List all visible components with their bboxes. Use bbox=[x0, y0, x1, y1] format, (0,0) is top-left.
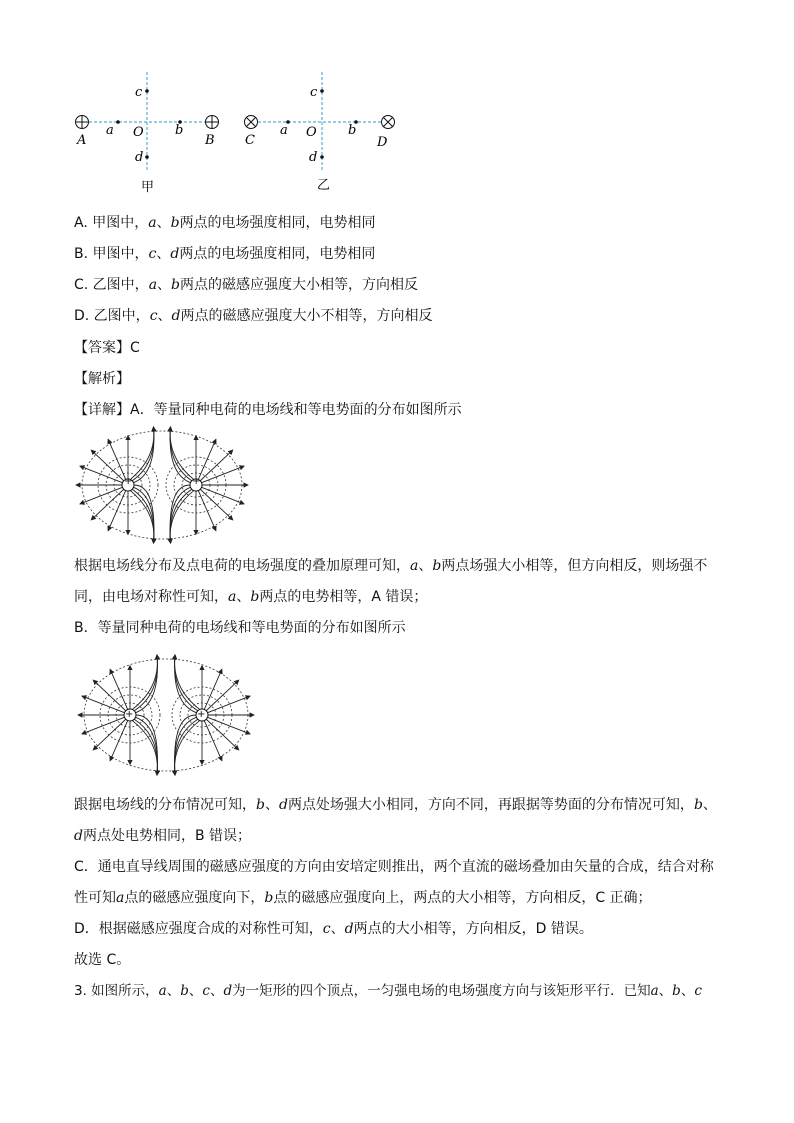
field-lines-figure-1 bbox=[70, 425, 255, 545]
current-D-into-page-icon bbox=[382, 116, 395, 129]
field2-charge-2-label: + bbox=[197, 709, 206, 720]
current-C-into-page-icon bbox=[245, 116, 258, 129]
label-a: a bbox=[106, 123, 114, 138]
para-b-line-1: 跟据电场线的分布情况可知，b、d两点处场强大小相同，方向不同，再跟据等势面的分布情况可知，b、 bbox=[74, 797, 717, 813]
para-a-line-2: 同，由电场对称性可知，a、b两点的电势相等，A 错误； bbox=[74, 589, 428, 605]
detail-a-intro: 【详解】A．等量同种电荷的电场线和等电势面的分布如图所示 bbox=[74, 402, 462, 418]
caption-yi: 乙 bbox=[317, 178, 331, 193]
point-d bbox=[320, 155, 324, 159]
field1-charge-2-label: + bbox=[192, 476, 201, 487]
label-a: a bbox=[280, 123, 288, 138]
question-3: 3. 如图所示，a、b、c、d为一矩形的四个顶点，一匀强电场的电场强度方向与该矩形平行．已知a、b、c bbox=[74, 983, 702, 999]
caption-jia: 甲 bbox=[141, 180, 155, 195]
figure-yi bbox=[245, 72, 395, 193]
option-b: B. 甲图中，c、d两点的电场强度相同，电势相同 bbox=[74, 246, 376, 262]
para-c-line-1: C．通电直导线周围的磁感应强度的方向由安培定则推出，两个直流的磁场叠加由矢量的合成，结合对称 bbox=[74, 859, 714, 875]
field-lines-figure-2 bbox=[70, 653, 265, 777]
para-a-line-1: 根据电场线分布及点电荷的电场强度的叠加原理可知，a、b两点场强大小相等，但方向相反，则场强不 bbox=[74, 558, 708, 574]
para-c-line-2: 性可知a点的磁感应强度向下，b点的磁感应强度向上，两点的大小相等，方向相反，C 正确； bbox=[74, 890, 652, 906]
label-c: c bbox=[310, 85, 318, 100]
point-c bbox=[320, 89, 324, 93]
para-d: D．根据磁感应强度合成的对称性可知，c、d两点的大小相等，方向相反，D 错误。 bbox=[74, 921, 593, 937]
label-B: B bbox=[205, 133, 215, 148]
para-b-line-2: d两点处电势相同，B 错误； bbox=[74, 828, 252, 844]
label-C: C bbox=[245, 133, 255, 148]
charge-B-positive-icon bbox=[206, 116, 219, 129]
figure-jia bbox=[76, 72, 219, 195]
point-a bbox=[116, 120, 120, 124]
label-O: O bbox=[133, 125, 144, 140]
label-d: d bbox=[135, 150, 144, 165]
label-A: A bbox=[77, 133, 87, 148]
analysis-heading: 【解析】 bbox=[74, 371, 130, 387]
detail-b-intro: B．等量同种电荷的电场线和等电势面的分布如图所示 bbox=[74, 620, 406, 636]
label-d: d bbox=[309, 150, 318, 165]
label-O: O bbox=[306, 125, 317, 140]
field1-charge-1-label: + bbox=[124, 476, 133, 487]
figure-jia-yi bbox=[0, 0, 794, 210]
label-b: b bbox=[175, 123, 184, 138]
option-d: D. 乙图中，c、d两点的磁感应强度大小不相等，方向相反 bbox=[74, 308, 433, 324]
answer: 【答案】C bbox=[74, 340, 140, 356]
option-a: A. 甲图中，a、b两点的电场强度相同，电势相同 bbox=[74, 215, 376, 231]
option-c: C. 乙图中，a、b两点的磁感应强度大小相等，方向相反 bbox=[74, 277, 419, 293]
field2-charge-1-label: + bbox=[125, 709, 134, 720]
choose-answer: 故选 C。 bbox=[74, 952, 131, 968]
point-c bbox=[145, 89, 149, 93]
label-D: D bbox=[377, 135, 388, 150]
label-c: c bbox=[135, 85, 143, 100]
charge-A-positive-icon bbox=[76, 116, 89, 129]
label-b: b bbox=[348, 123, 357, 138]
point-d bbox=[145, 155, 149, 159]
